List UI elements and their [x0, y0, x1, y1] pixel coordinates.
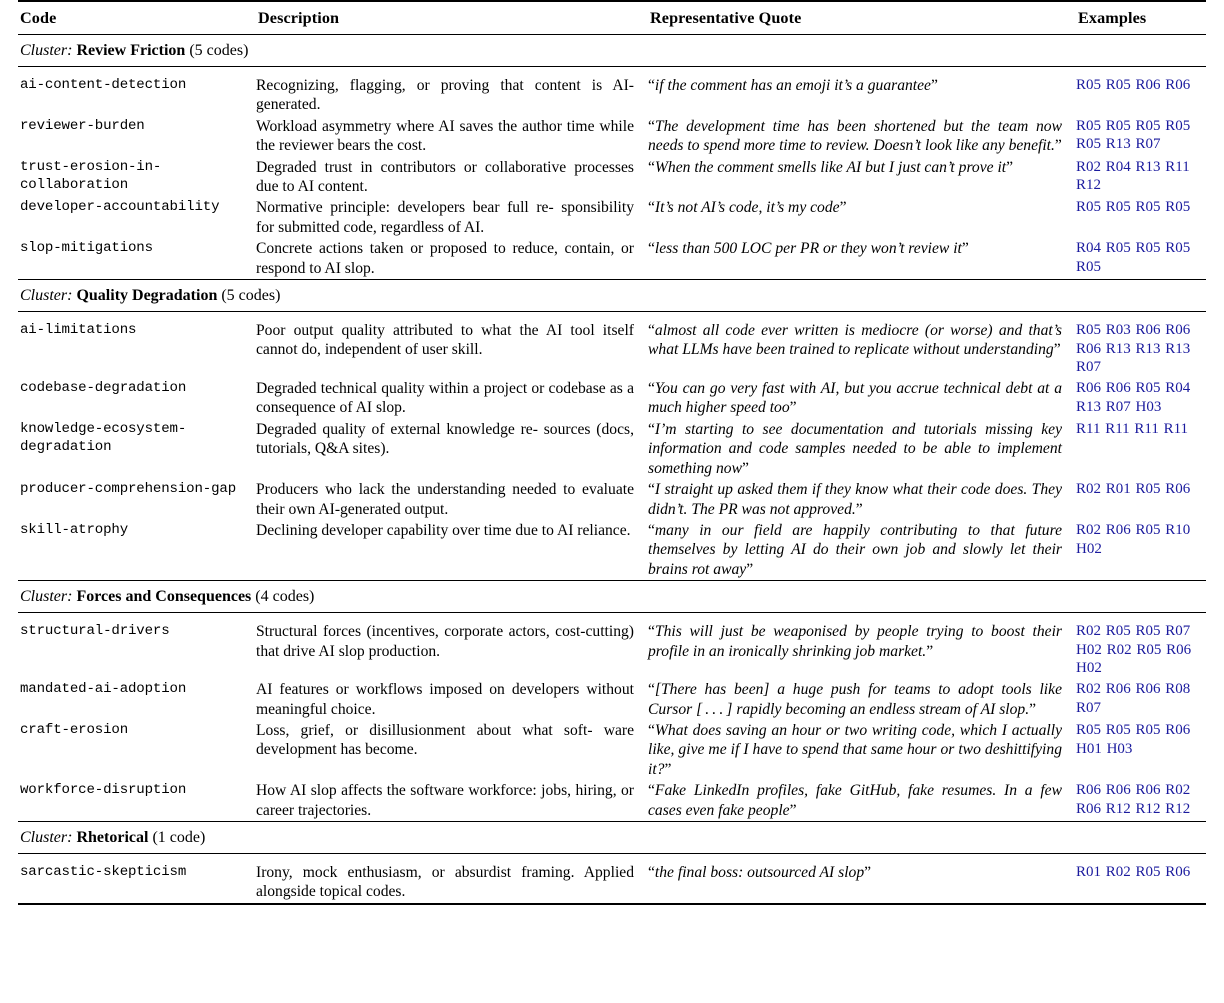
cluster-label: Cluster: [20, 287, 73, 305]
code-cell: sarcastic-skepticism [20, 864, 187, 880]
quote-cell: “[There has been] a huge push for teams to adopt tools like Cursor [ . . . ] rapidly becoming an endless stream of AI slop.” [648, 681, 1062, 718]
cluster-code-count: (4 codes) [255, 588, 315, 606]
table-row [18, 197, 1206, 238]
quote-cell: “many in our field are happily contributing to that future themselves by letting AI do their own job and slowly let their brains rot away” [648, 521, 1062, 578]
code-cell: trust-erosion-in-collaboration [20, 158, 162, 193]
cluster-header [18, 280, 1206, 312]
cluster-code-count: (1 code) [152, 829, 206, 846]
cluster-header-row [18, 35, 1206, 67]
cluster-label: Cluster: [20, 829, 73, 846]
cluster-header-row [18, 581, 1206, 613]
examples-cell: R02 R06 R05 R10 H02 [1076, 521, 1191, 557]
column-header-quote: Representative Quote [650, 9, 802, 27]
quote-cell: “I straight up asked them if they know what their code does. They didn’t. The PR was not approved.” [648, 481, 1062, 518]
table-row [18, 312, 1206, 378]
table-row [18, 419, 1206, 479]
examples-cell: R02 R06 R06 R08 R07 [1076, 681, 1191, 716]
code-cell: slop-mitigations [20, 240, 153, 257]
cluster-name: Rhetorical [76, 829, 149, 846]
cluster-header-row [18, 280, 1206, 312]
table-row [18, 479, 1206, 520]
code-cell: knowledge-ecosystem-degradation [20, 420, 187, 456]
description-cell: Declining developer capability over time due to AI reliance. [256, 521, 631, 539]
quote-cell: “Fake LinkedIn profiles, fake GitHub, fake resumes. In a few cases even fake people” [648, 782, 1062, 819]
table-body [18, 1, 1206, 905]
table-row [18, 116, 1206, 157]
code-cell: ai-limitations [20, 322, 137, 339]
examples-cell: R11 R11 R11 R11 [1076, 420, 1189, 437]
description-cell: Workload asymmetry where AI saves the author time while the reviewer bears the cost. [256, 117, 634, 155]
column-header-code: Code [20, 9, 57, 27]
examples-cell: R01 R02 R05 R06 [1076, 864, 1191, 880]
code-cell: workforce-disruption [20, 782, 187, 799]
cluster-name: Review Friction [76, 42, 186, 59]
quote-cell: “I’m starting to see documentation and tutorials missing key information and code samples needed to be able to implement something now” [648, 420, 1062, 477]
codebook-table [18, 0, 1206, 905]
cluster-header [18, 35, 1206, 67]
description-cell: Poor output quality attributed to what the AI tool itself cannot do, independent of user skill. [256, 322, 634, 359]
quote-cell: “What does saving an hour or two writing code, which I actually like, give me if I have to spend that same hour or two deshittifying it?” [648, 721, 1062, 778]
examples-cell: R05 R03 R06 R06 R06 R13 R13 R13 R07 [1076, 322, 1191, 376]
examples-cell: R02 R04 R13 R11 R12 [1076, 158, 1190, 194]
examples-cell: R05 R05 R05 R06 H01 H03 [1076, 721, 1191, 757]
description-cell: Degraded trust in contributors or collaborative processes due to AI content. [256, 158, 634, 196]
cluster-code-count: (5 codes) [189, 42, 249, 59]
code-cell: developer-accountability [20, 199, 220, 216]
examples-cell: R04 R05 R05 R05 R05 [1076, 240, 1191, 275]
column-header-examples: Examples [1078, 9, 1147, 27]
table-row [18, 157, 1206, 198]
examples-cell: R05 R05 R06 R06 [1076, 77, 1191, 93]
table-row [18, 378, 1206, 419]
description-cell: Degraded quality of external knowledge re- sources (docs, tutorials, Q&A sites). [256, 420, 634, 458]
examples-cell: R06 R06 R05 R04 R13 R07 H03 [1076, 380, 1191, 415]
cluster-name: Quality Degradation [76, 287, 218, 305]
cluster-label: Cluster: [20, 588, 73, 606]
table-row [18, 238, 1206, 279]
description-cell: Normative principle: developers bear full re- sponsibility for submitted code, regardless of AI. [256, 199, 634, 236]
quote-cell: “the final boss: outsourced AI slop” [648, 864, 872, 881]
examples-cell: R05 R05 R05 R05 R05 R13 R07 [1076, 117, 1191, 153]
code-cell: reviewer-burden [20, 117, 145, 134]
description-cell: Irony, mock enthusiasm, or absurdist framing. Applied alongside topical codes. [256, 864, 634, 901]
description-cell: Concrete actions taken or proposed to reduce, contain, or respond to AI slop. [256, 240, 634, 277]
quote-cell: “if the comment has an emoji it’s a guarantee” [648, 77, 938, 94]
cluster-code-count: (5 codes) [221, 287, 281, 305]
code-cell: mandated-ai-adoption [20, 681, 187, 698]
cluster-header [18, 822, 1206, 854]
code-cell: codebase-degradation [20, 380, 187, 397]
code-cell: craft-erosion [20, 721, 128, 738]
quote-cell: “The development time has been shortened but the team now needs to spend more time to review. Doesn’t look like any benefit.” [648, 117, 1062, 155]
examples-cell: R06 R06 R06 R02 R06 R12 R12 R12 [1076, 782, 1191, 817]
table-header-row [18, 2, 1206, 35]
cluster-label: Cluster: [20, 42, 73, 59]
quote-cell: “It’s not AI’s code, it’s my code” [648, 199, 847, 217]
table-row [18, 67, 1206, 116]
quote-cell: “almost all code ever written is mediocre (or worse) and that’s what LLMs have been trained to replicate without understanding” [648, 322, 1062, 359]
quote-cell: “This will just be weaponised by people trying to boost their profile in an ironically shrinking job market.” [648, 623, 1062, 660]
cluster-name: Forces and Consequences [76, 588, 252, 606]
table-row [18, 854, 1206, 904]
quote-cell: “You can go very fast with AI, but you accrue technical debt at a much higher speed too” [648, 380, 1062, 417]
description-cell: AI features or workflows imposed on developers without meaningful choice. [256, 681, 634, 718]
quote-cell: “less than 500 LOC per PR or they won’t review it” [648, 240, 969, 258]
table-row [18, 720, 1206, 780]
code-cell: ai-content-detection [20, 77, 187, 93]
cluster-header [18, 581, 1206, 613]
quote-cell: “When the comment smells like AI but I just can’t prove it” [648, 158, 1014, 176]
description-cell: Degraded technical quality within a project or codebase as a consequence of AI slop. [256, 380, 634, 417]
table-row [18, 780, 1206, 821]
description-cell: How AI slop affects the software workforce: jobs, hiring, or career trajectories. [256, 782, 634, 819]
code-cell: producer-comprehension-gap [20, 481, 236, 498]
description-cell: Loss, grief, or disillusionment about what soft- ware development has become. [256, 721, 634, 759]
examples-cell: R02 R05 R05 R07 H02 R02 R05 R06 H02 [1076, 623, 1192, 677]
code-cell: skill-atrophy [20, 521, 128, 538]
description-cell: Recognizing, flagging, or proving that content is AI-generated. [256, 77, 634, 114]
description-cell: Producers who lack the understanding needed to evaluate their own AI-generated output. [256, 481, 634, 518]
horizontal-rule [18, 904, 1206, 905]
description-cell: Structural forces (incentives, corporate actors, cost-cutting) that drive AI slop production. [256, 623, 634, 660]
table-row [18, 613, 1206, 679]
code-cell: structural-drivers [20, 623, 170, 640]
cluster-header-row [18, 822, 1206, 854]
examples-cell: R05 R05 R05 R05 [1076, 199, 1191, 216]
table-row [18, 679, 1206, 720]
column-header-description: Description [258, 9, 340, 27]
examples-cell: R02 R01 R05 R06 [1076, 481, 1191, 498]
table-bottom-rule [18, 904, 1206, 905]
table-row [18, 520, 1206, 581]
